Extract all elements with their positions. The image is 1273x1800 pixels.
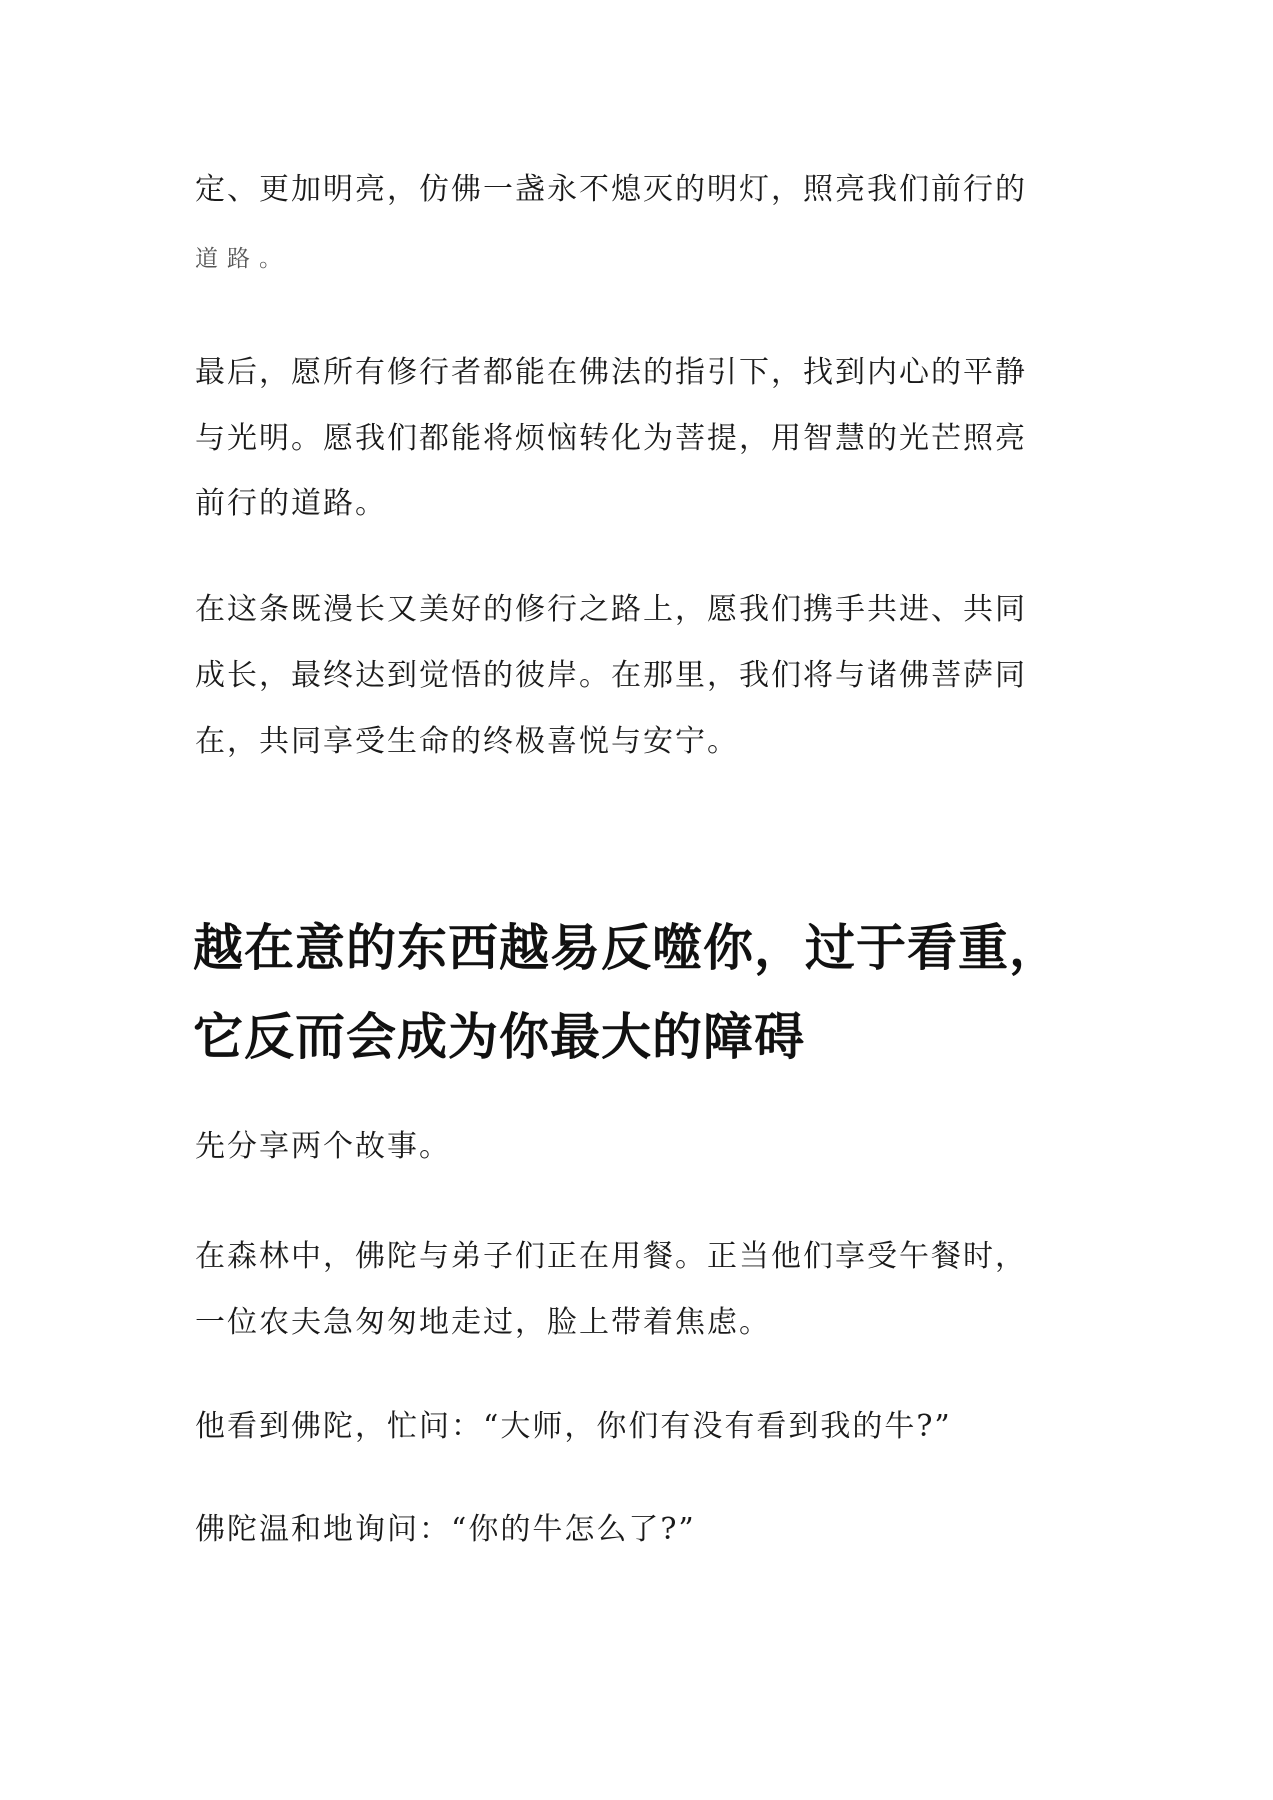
section-heading-line-2: 它反而会成为你最大的障碍: [193, 1008, 805, 1066]
intro-line-2: 道路。: [195, 246, 291, 272]
dialogue-farmer: 他看到佛陀，忙问：“大师，你们有没有看到我的牛?”: [195, 1409, 952, 1444]
story-paragraph-line-1: 在森林中，佛陀与弟子们正在用餐。正当他们享受午餐时，: [195, 1239, 1027, 1274]
paragraph-final-line-3: 前行的道路。: [195, 486, 387, 521]
paragraph-path-line-2: 成长，最终达到觉悟的彼岸。在那里，我们将与诸佛菩萨同: [195, 658, 1027, 693]
paragraph-final-line-2: 与光明。愿我们都能将烦恼转化为菩提，用智慧的光芒照亮: [195, 421, 1027, 456]
intro-line-1: 定、更加明亮，仿佛一盏永不熄灭的明灯，照亮我们前行的: [195, 172, 1027, 207]
paragraph-final-line-1: 最后，愿所有修行者都能在佛法的指引下，找到内心的平静: [195, 355, 1027, 390]
story-intro: 先分享两个故事。: [195, 1129, 451, 1164]
section-heading-line-1: 越在意的东西越易反噬你，过于看重，: [193, 919, 1060, 977]
dialogue-buddha: 佛陀温和地询问：“你的牛怎么了?”: [195, 1512, 696, 1547]
paragraph-path-line-3: 在，共同享受生命的终极喜悦与安宁。: [195, 724, 739, 759]
paragraph-path-line-1: 在这条既漫长又美好的修行之路上，愿我们携手共进、共同: [195, 592, 1027, 627]
story-paragraph-line-2: 一位农夫急匆匆地走过，脸上带着焦虑。: [195, 1305, 771, 1340]
